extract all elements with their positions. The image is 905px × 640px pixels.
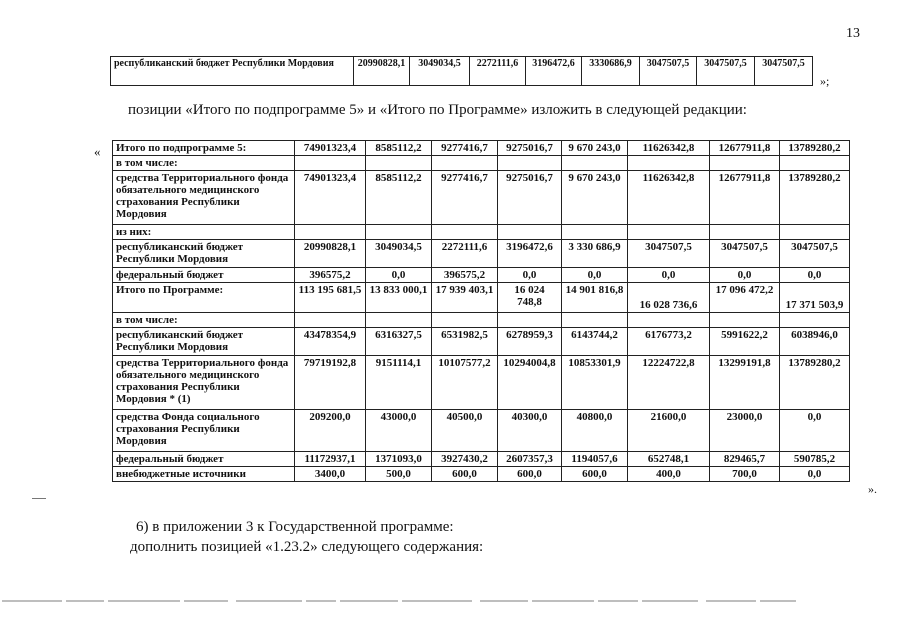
- value-cell: 23000,0: [710, 410, 780, 452]
- value-cell: 6278959,3: [498, 328, 562, 356]
- row-label: Итого по Программе:: [113, 283, 295, 313]
- row-label: в том числе:: [113, 313, 295, 328]
- value-cell: 700,0: [710, 467, 780, 482]
- value-cell: [498, 313, 562, 328]
- value-cell: [498, 225, 562, 240]
- value-cell: 600,0: [498, 467, 562, 482]
- value-cell: 0,0: [366, 268, 432, 283]
- value-cell: 0,0: [780, 410, 850, 452]
- value-cell: 3927430,2: [432, 452, 498, 467]
- value-cell: 1194057,6: [562, 452, 628, 467]
- value-cell: [710, 313, 780, 328]
- value-cell: [498, 156, 562, 171]
- value-cell: 0,0: [562, 268, 628, 283]
- value-cell: [710, 156, 780, 171]
- value-cell: 6176773,2: [628, 328, 710, 356]
- value-cell: [366, 313, 432, 328]
- table-row: [113, 156, 850, 171]
- value-cell: 20990828,1: [354, 57, 410, 86]
- value-cell: 10107577,2: [432, 356, 498, 410]
- item-6-instruction: дополнить позицией «1.23.2» следующего содержания:: [130, 539, 484, 555]
- value-cell: 652748,1: [628, 452, 710, 467]
- value-cell: 9275016,7: [498, 141, 562, 156]
- row-label: республиканский бюджет Республики Мордовия: [113, 240, 295, 268]
- value-cell: [562, 313, 628, 328]
- value-cell: 13299191,8: [710, 356, 780, 410]
- value-cell: 0,0: [780, 467, 850, 482]
- value-cell: [628, 313, 710, 328]
- row-label: средства Территориального фонда обязательного медицинского страхования Республики Мордовия: [113, 171, 295, 225]
- value-cell: 12677911,8: [710, 141, 780, 156]
- value-cell: 13789280,2: [780, 356, 850, 410]
- value-cell: 500,0: [366, 467, 432, 482]
- row-label: из них:: [113, 225, 295, 240]
- item-6-heading: 6) в приложении 3 к Государственной программе:: [136, 519, 454, 535]
- value-cell: 9 670 243,0: [562, 141, 628, 156]
- value-cell: 6143744,2: [562, 328, 628, 356]
- row-label: республиканский бюджет Республики Мордовия: [113, 328, 295, 356]
- value-cell: 3330686,9: [582, 57, 640, 86]
- value-cell: 396575,2: [295, 268, 366, 283]
- value-cell: 3047507,5: [755, 57, 813, 86]
- value-cell: [432, 156, 498, 171]
- opening-quote: «: [94, 144, 101, 159]
- value-cell: 3047507,5: [628, 240, 710, 268]
- value-cell: 1371093,0: [366, 452, 432, 467]
- value-cell: 13789280,2: [780, 141, 850, 156]
- value-cell: [295, 313, 366, 328]
- value-cell: 6038946,0: [780, 328, 850, 356]
- value-cell: 3047507,5: [710, 240, 780, 268]
- value-cell: [562, 156, 628, 171]
- value-cell: 11626342,8: [628, 171, 710, 225]
- value-cell: 113 195 681,5: [295, 283, 366, 313]
- value-cell: 2272111,6: [470, 57, 526, 86]
- value-cell: 17 939 403,1: [432, 283, 498, 313]
- value-cell: 14 901 816,8: [562, 283, 628, 313]
- row-label: Итого по подпрограмме 5:: [113, 141, 295, 156]
- margin-mark: [32, 498, 46, 499]
- value-cell: 0,0: [498, 268, 562, 283]
- value-cell: 12224722,8: [628, 356, 710, 410]
- table-row: [113, 171, 850, 225]
- value-cell: 9275016,7: [498, 171, 562, 225]
- value-cell: 16 028 736,6: [628, 283, 710, 313]
- value-cell: 17 096 472,2: [710, 283, 780, 313]
- value-cell: 600,0: [562, 467, 628, 482]
- value-cell: 3196472,6: [498, 240, 562, 268]
- value-cell: 74901323,4: [295, 141, 366, 156]
- value-cell: [780, 225, 850, 240]
- top-closing-mark: »;: [820, 74, 830, 88]
- value-cell: [295, 156, 366, 171]
- value-cell: 43000,0: [366, 410, 432, 452]
- table-row: [113, 356, 850, 410]
- value-cell: 17 371 503,9: [780, 283, 850, 313]
- table-row: [113, 225, 850, 240]
- value-cell: 43478354,9: [295, 328, 366, 356]
- value-cell: 3047507,5: [780, 240, 850, 268]
- value-cell: 40300,0: [498, 410, 562, 452]
- value-cell: 6316327,5: [366, 328, 432, 356]
- value-cell: 74901323,4: [295, 171, 366, 225]
- table-row: [113, 268, 850, 283]
- value-cell: [432, 313, 498, 328]
- value-cell: 10853301,9: [562, 356, 628, 410]
- program-totals-table: [112, 140, 850, 482]
- row-label: внебюджетные источники: [113, 467, 295, 482]
- value-cell: 9277416,7: [432, 171, 498, 225]
- row-label: в том числе:: [113, 156, 295, 171]
- intro-paragraph: позиции «Итого по подпрограмме 5» и «Итого по Программе» изложить в следующей редакции:: [128, 102, 747, 118]
- value-cell: 5991622,2: [710, 328, 780, 356]
- table-row: [113, 283, 850, 313]
- value-cell: [366, 225, 432, 240]
- value-cell: 0,0: [710, 268, 780, 283]
- value-cell: 3400,0: [295, 467, 366, 482]
- value-cell: 6531982,5: [432, 328, 498, 356]
- value-cell: 3049034,5: [410, 57, 470, 86]
- table-row: [113, 313, 850, 328]
- value-cell: 20990828,1: [295, 240, 366, 268]
- value-cell: [710, 225, 780, 240]
- value-cell: 8585112,2: [366, 141, 432, 156]
- value-cell: [295, 225, 366, 240]
- value-cell: 2607357,3: [498, 452, 562, 467]
- value-cell: 3 330 686,9: [562, 240, 628, 268]
- value-cell: 13789280,2: [780, 171, 850, 225]
- table-row: [113, 410, 850, 452]
- value-cell: 829465,7: [710, 452, 780, 467]
- value-cell: 0,0: [780, 268, 850, 283]
- row-label: средства Территориального фонда обязательного медицинского страхования Республики Мордовия * (1): [113, 356, 295, 410]
- closing-quote: ».: [868, 482, 877, 496]
- value-cell: 400,0: [628, 467, 710, 482]
- table-row: [113, 467, 850, 482]
- value-cell: 12677911,8: [710, 171, 780, 225]
- value-cell: 3196472,6: [526, 57, 582, 86]
- value-cell: [780, 156, 850, 171]
- value-cell: 11626342,8: [628, 141, 710, 156]
- value-cell: 21600,0: [628, 410, 710, 452]
- table-row: [113, 452, 850, 467]
- value-cell: 3047507,5: [697, 57, 755, 86]
- table-row: [113, 141, 850, 156]
- value-cell: 8585112,2: [366, 171, 432, 225]
- value-cell: 10294004,8: [498, 356, 562, 410]
- value-cell: 9151114,1: [366, 356, 432, 410]
- continued-budget-table: [110, 56, 813, 86]
- row-label: средства Фонда социального страхования Республики Мордовия: [113, 410, 295, 452]
- value-cell: 79719192,8: [295, 356, 366, 410]
- value-cell: 0,0: [628, 268, 710, 283]
- table-row: [113, 328, 850, 356]
- row-label: федеральный бюджет: [113, 268, 295, 283]
- value-cell: 13 833 000,1: [366, 283, 432, 313]
- value-cell: [628, 225, 710, 240]
- value-cell: 396575,2: [432, 268, 498, 283]
- value-cell: 590785,2: [780, 452, 850, 467]
- page-number: 13: [846, 26, 860, 41]
- value-cell: 40800,0: [562, 410, 628, 452]
- table-row: [111, 57, 813, 86]
- value-cell: 11172937,1: [295, 452, 366, 467]
- value-cell: 9 670 243,0: [562, 171, 628, 225]
- row-label: федеральный бюджет: [113, 452, 295, 467]
- value-cell: [366, 156, 432, 171]
- value-cell: 2272111,6: [432, 240, 498, 268]
- row-label: республиканский бюджет Республики Мордовия: [111, 57, 354, 86]
- value-cell: [432, 225, 498, 240]
- value-cell: 600,0: [432, 467, 498, 482]
- value-cell: [562, 225, 628, 240]
- value-cell: 3047507,5: [640, 57, 697, 86]
- value-cell: 40500,0: [432, 410, 498, 452]
- value-cell: [780, 313, 850, 328]
- value-cell: 209200,0: [295, 410, 366, 452]
- value-cell: 9277416,7: [432, 141, 498, 156]
- table-row: [113, 240, 850, 268]
- value-cell: 3049034,5: [366, 240, 432, 268]
- value-cell: 16 024 748,8: [498, 283, 562, 313]
- value-cell: [628, 156, 710, 171]
- reverse-side-bleed-through: [0, 594, 905, 610]
